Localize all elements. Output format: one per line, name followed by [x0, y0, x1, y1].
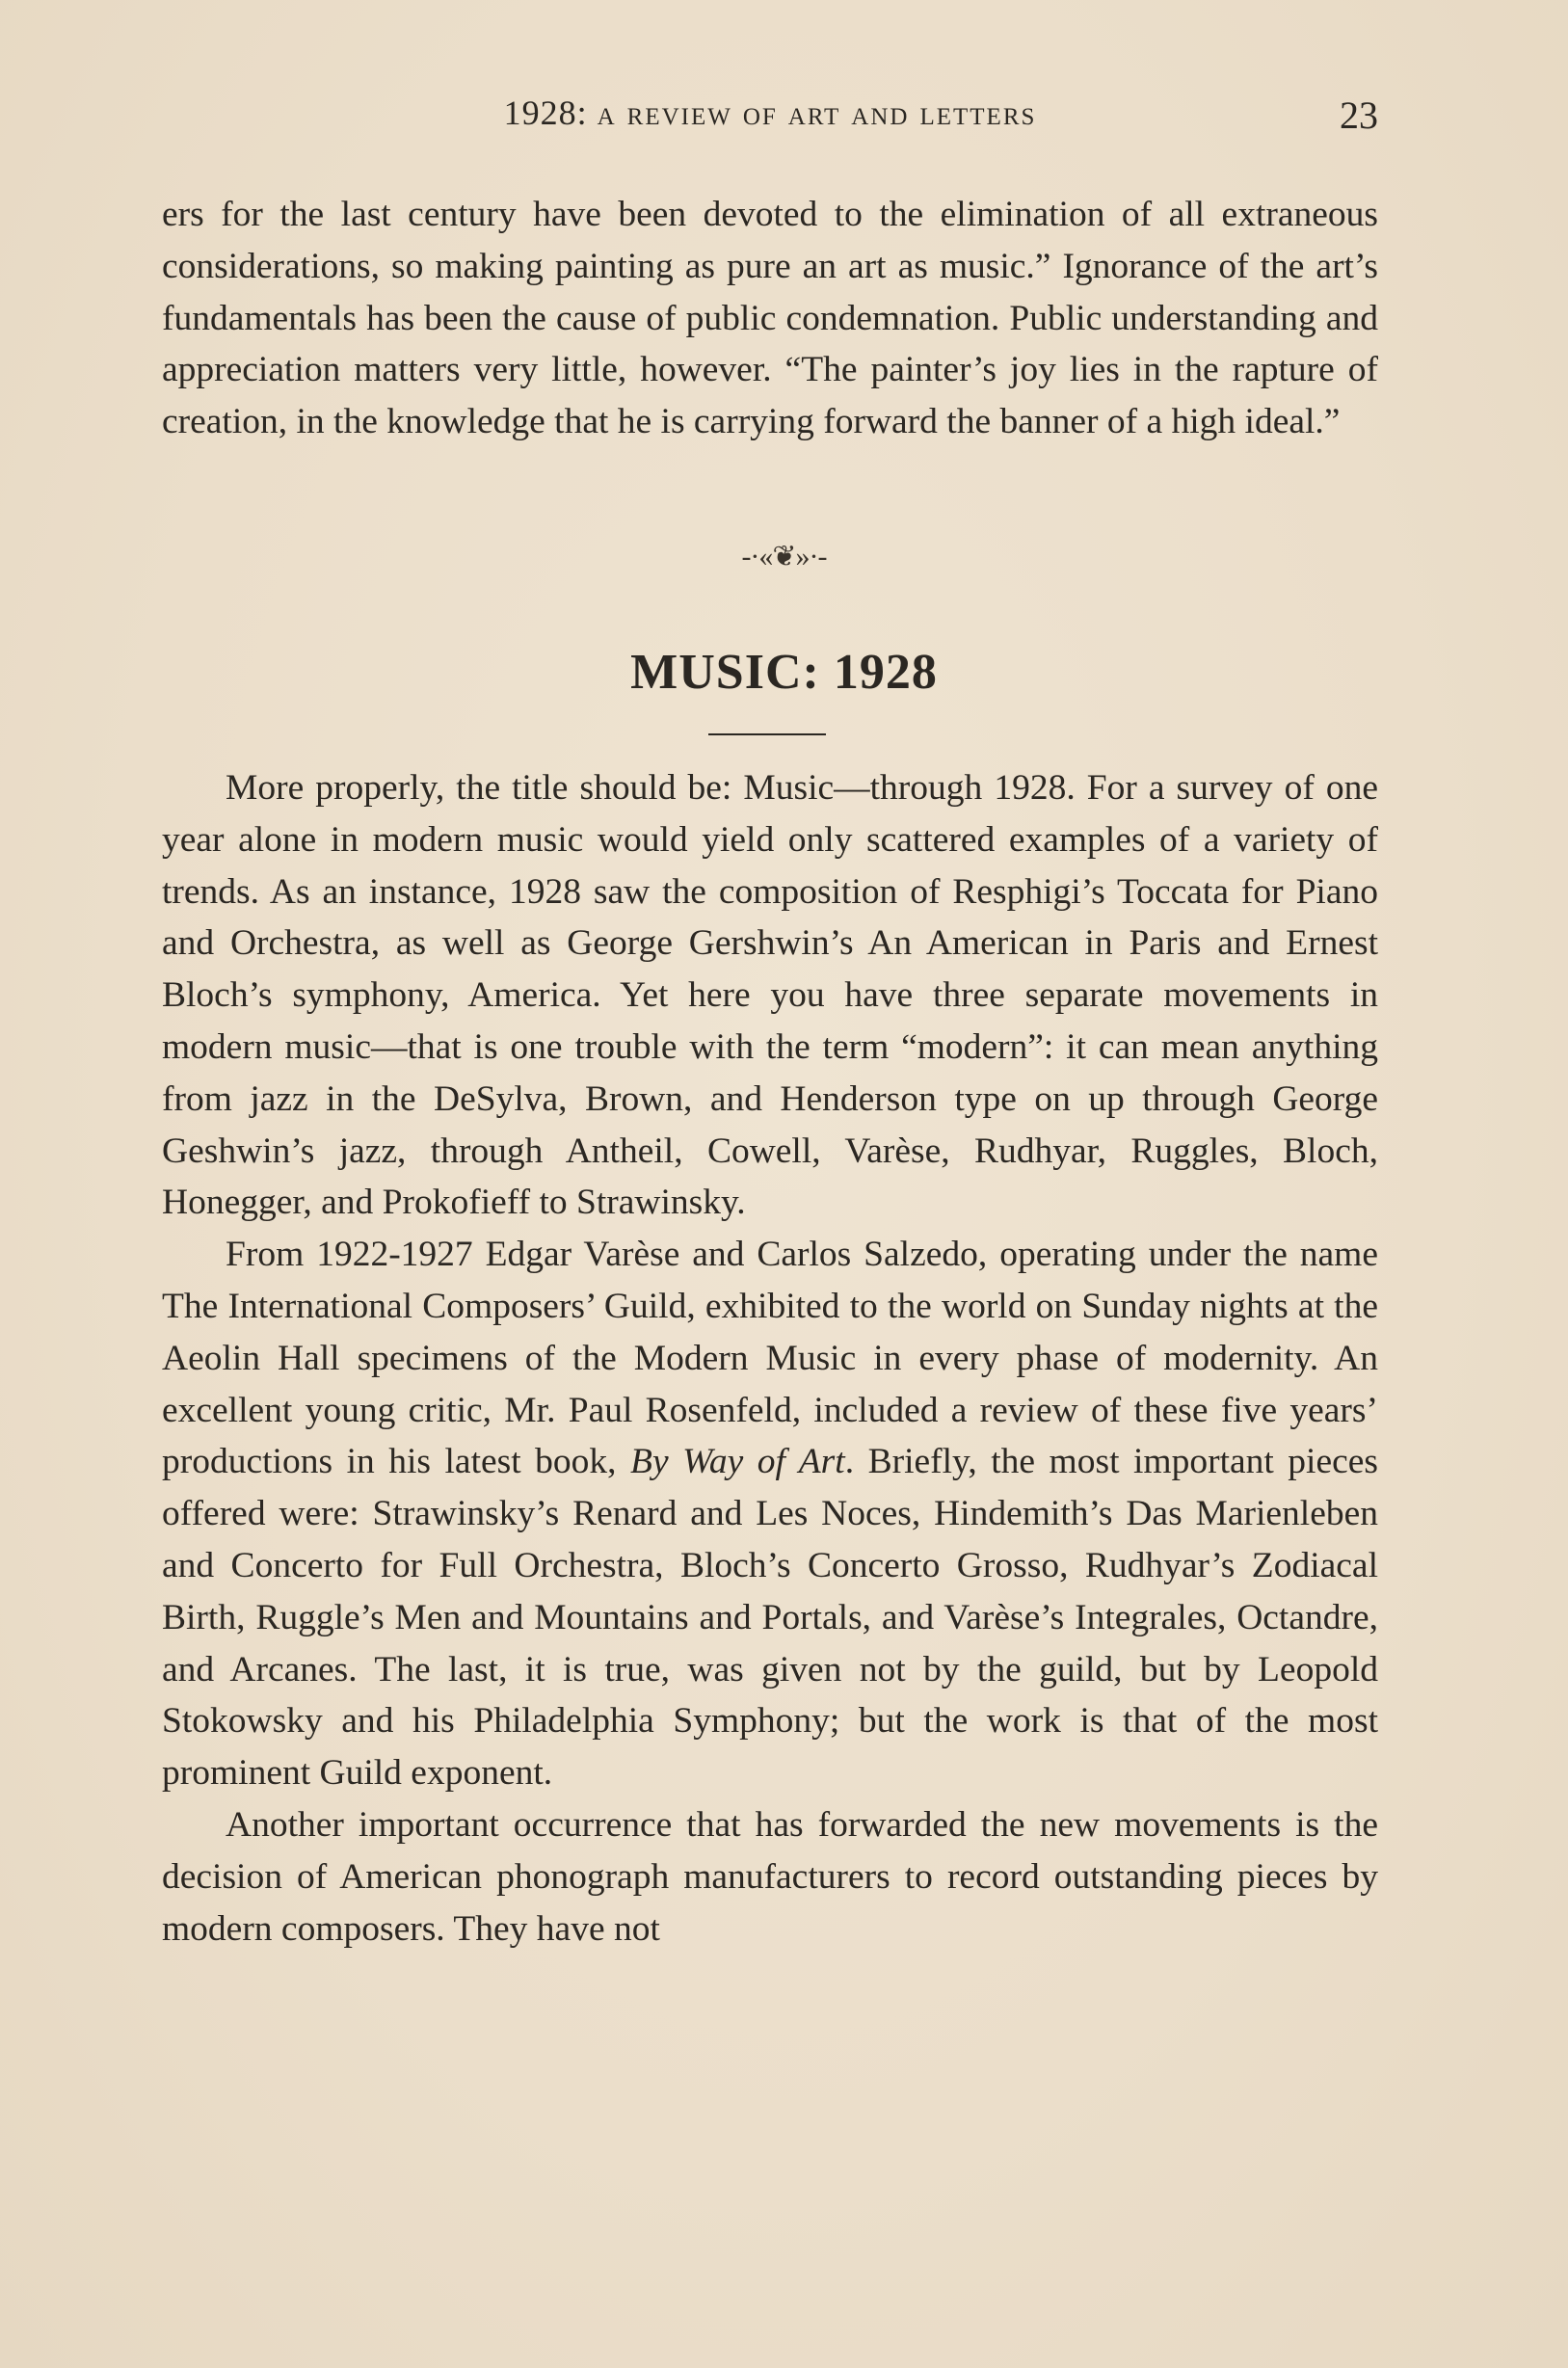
running-title	[162, 93, 1378, 133]
book-title-italic: By Way of Art	[630, 1442, 845, 1482]
running-title-year: 1928	[503, 93, 577, 132]
continued-paragraph: ers for the last century have been devoted to the elimination of all extraneous considerations, so making painting as pure an art as music.” Ignorance of the art’s fundamentals has been the cause of public condemnation. Public understanding and appreciation matters very little, however. “The painter’s joy lies in the rapture of creation, in the knowledge that he is carrying forward the banner of a high ideal.”	[162, 195, 1378, 442]
section-title-rule	[708, 733, 826, 735]
running-title-separator: :	[576, 93, 588, 132]
running-head	[162, 93, 1378, 141]
continued-text-block	[162, 189, 1378, 448]
paragraph-3: Another important occurrence that has forwarded the new movements is the decision of American phonograph manufacturers to record outstanding pieces by modern composers. They have not	[162, 1804, 1378, 1949]
section-ornament: -·«❦»·-	[741, 541, 827, 572]
section-title: MUSIC: 1928	[630, 645, 938, 700]
section-text-block	[162, 762, 1378, 1955]
paragraph-2-text-a: From 1922-1927 Edgar Varèse and Carlos Salzedo, operating under the name The International Composers’ Guild, exhibited to the world on Sunday nights at the Aeolin Hall specimens of the Modern Music in every phase of modernity. An excellent young critic, Mr. Paul Rosenfeld, included a review of these five years’ productions in his latest book,	[162, 1235, 1378, 1482]
page-number: 23	[1340, 93, 1378, 137]
paragraph-2-text-b: . Briefly, the most important pieces offered were: Strawinsky’s Renard and Les Noces, Hindemith’s Das Marienleben and Concerto for Full Orchestra, Bloch’s Concerto Grosso, Rudhyar’s Zodiacal Birth, Ruggle’s Men and Mountains and Portals, and Varèse’s Integrales, Octandre, and Arcanes. The last, it is true, was given not by the guild, but by Leopold Stokowsky and his Philadelphia Symphony; but the work is that of the most prominent Guild exponent.	[162, 1442, 1379, 1794]
paragraph-1: More properly, the title should be: Music—through 1928. For a survey of one year alone in modern music would yield only scattered examples of a variety of trends. As an instance, 1928 saw the composition of Resphigi’s Toccata for Piano and Orchestra, as well as George Gershwin’s An American in Paris and Ernest Bloch’s symphony, America. Yet here you have three separate movements in modern music—that is one trouble with the term “modern”: it can mean anything from jazz in the DeSylva, Brown, and Henderson type on up through George Geshwin’s jazz, through Antheil, Cowell, Varèse, Rudhyar, Ruggles, Bloch, Honegger, and Prokofieff to Strawinsky.	[162, 768, 1378, 1223]
paragraph-2	[162, 1229, 1378, 1799]
running-title-text: a review of art and letters	[597, 93, 1037, 132]
